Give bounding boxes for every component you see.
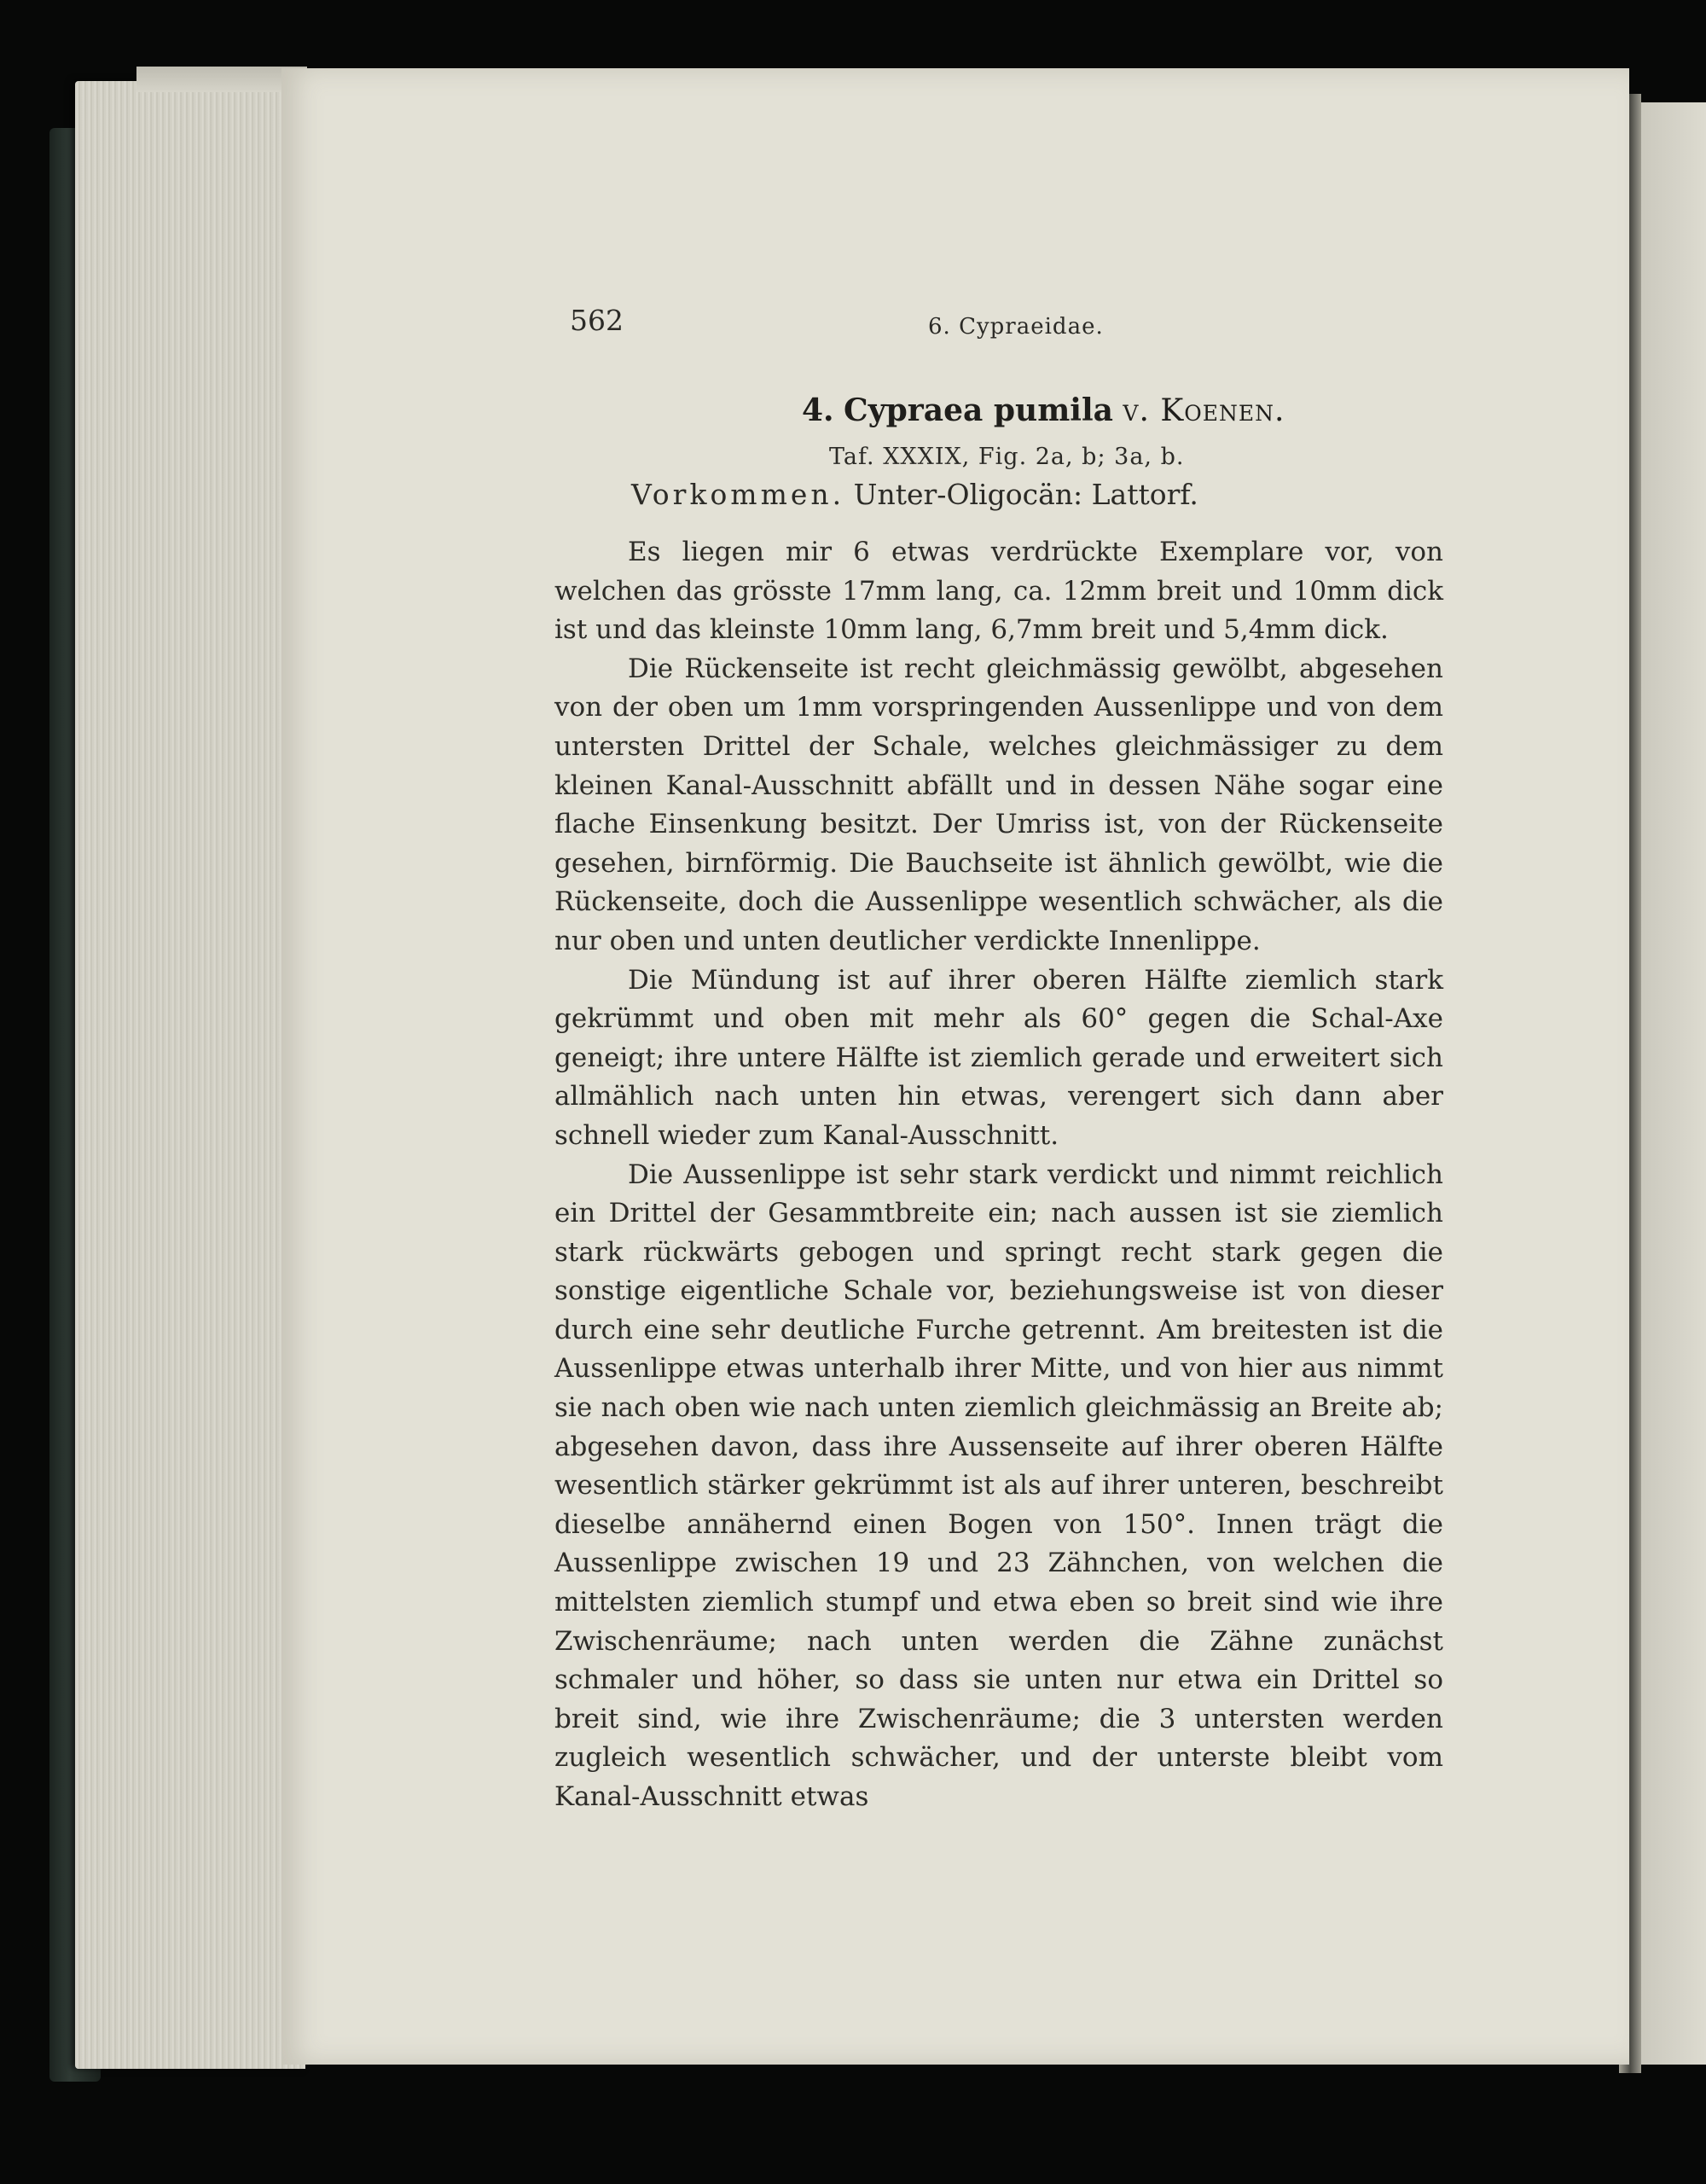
entry-number: 4. xyxy=(802,392,834,428)
page-stack-edges xyxy=(75,81,305,2069)
facing-page-edge xyxy=(1636,102,1706,2065)
species-author: v. Koenen. xyxy=(1123,393,1285,428)
species-title xyxy=(802,392,1331,428)
body-text xyxy=(554,533,1443,1817)
running-head: 6. Cypraeidae. xyxy=(928,314,1104,340)
paragraph-aperture: Die Mündung ist auf ihrer oberen Hälfte ziemlich stark gekrümmt und oben mit mehr als 60° gegen die Schal-Axe geneigt; ihre untere Hälfte ist ziemlich gerade und erweitert sich allmählich nach unten hin etwas, verengert sich dann aber schnell wieder zum Kanal-Ausschnitt. xyxy=(554,964,1443,1151)
occurrence-label: Vorkommen. xyxy=(631,478,845,511)
occurrence-value: Unter-Oligocän: Lattorf. xyxy=(853,478,1198,511)
paragraph-back-side: Die Rückenseite ist recht gleichmässig gewölbt, abgesehen von der oben um 1mm vorspringenden Aussenlippe und von dem untersten Drittel der Schale, welches gleichmässiger zu dem kleinen Kanal-Ausschnitt abfällt und in dessen Nähe sogar eine flache Einsenkung besitzt. Der Umriss ist, von der Rückenseite gesehen, birnförmig. Die Bauchseite ist ähnlich gewölbt, wie die Rückenseite, doch die Aussenlippe wesentlich schwächer, als die nur oben und unten deutlicher verdickte Innenlippe. xyxy=(554,653,1443,956)
page-number: 562 xyxy=(570,304,624,337)
plate-reference: Taf. XXXIX, Fig. 2a, b; 3a, b. xyxy=(829,444,1185,470)
occurrence-line xyxy=(631,478,1198,511)
paragraph-dimensions: Es liegen mir 6 etwas verdrückte Exemplare vor, von welchen das grösste 17mm lang, ca. 12mm breit und 10mm dick ist und das kleinste 10mm lang, 6,7mm breit und 5,4mm dick. xyxy=(554,537,1443,646)
paragraph-outer-lip: Die Aussenlippe ist sehr stark verdickt und nimmt reichlich ein Drittel der Gesammtbreite ein; nach aussen ist sie ziemlich stark rückwärts gebogen und springt recht stark gegen die sonstige eigentliche Schale vor, beziehungsweise ist von dieser durch eine sehr deutliche Furche getrennt. Am breitesten ist die Aussenlippe etwas unterhalb ihrer Mitte, und von hier aus nimmt sie nach oben wie nach unten ziemlich gleichmässig an Breite ab; abgesehen davon, dass ihre Aussenseite auf ihrer oberen Hälfte wesentlich stärker gekrümmt ist als auf ihrer unteren, beschreibt dieselbe annähernd einen Bogen von 150°. Innen trägt die Aussenlippe zwischen 19 und 23 Zähnchen, von welchen die mittelsten ziemlich stumpf und etwa eben so breit sind wie ihre Zwischenräume; nach unten werden die Zähne zunächst schmaler und höher, so dass sie unten nur etwa ein Drittel so breit sind, wie ihre Zwischenräume; die 3 untersten werden zugleich wesentlich schwächer, und der unterste bleibt vom Kanal-Ausschnitt etwas xyxy=(554,1159,1443,1812)
species-name: Cypraea pumila xyxy=(844,392,1113,428)
page-header xyxy=(570,304,1442,355)
